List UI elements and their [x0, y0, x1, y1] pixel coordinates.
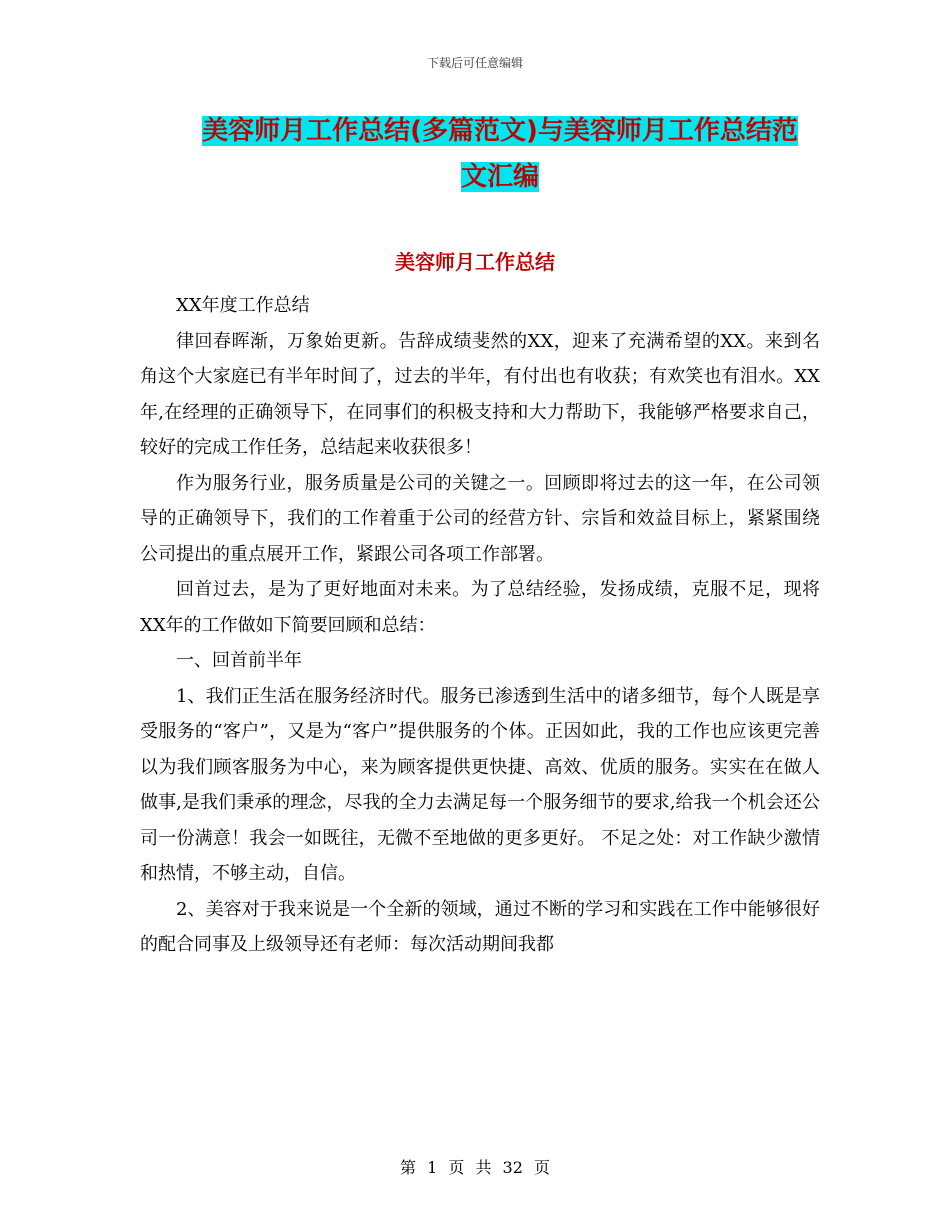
paragraph: 一、回首前半年	[176, 650, 302, 671]
section-title: 美容师月工作总结	[395, 250, 555, 274]
paragraph: 作为服务行业，服务质量是公司的关键之一。回顾即将过去的这一年，在公司领导的正确领导下，我们的工作着重于公司的经营方针、宗旨和效益目标上，紧紧围绕公司提出的重点展开工作，紧跟公司各项工作部署。	[140, 472, 820, 565]
paragraph: 2、美容对于我来说是一个全新的领域，通过不断的学习和实践在工作中能够很好的配合同事及上级领导还有老师：每次活动期间我都	[140, 898, 820, 955]
document-title-line-1: 美容师月工作总结(多篇范文)与美容师月工作总结范	[202, 116, 798, 146]
paragraph: 回首过去，是为了更好地面对未来。为了总结经验，发扬成绩，克服不足，现将XX年的工作做如下简要回顾和总结：	[140, 579, 820, 636]
paragraph: 1、我们正生活在服务经济时代。服务已渗透到生活中的诸多细节，每个人既是享受服务的“客户”，又是为“客户”提供服务的个体。正因如此，我的工作也应该更完善以为我们顾客服务为中心，来为顾客提供更快捷、高效、优质的服务。实实在在做人做事,是我们秉承的理念，尽我的全力去满足每一个服务细节的要求,给我一个机会还公司一份满意！我会一如既往，无微不至地做的更多更好。 不足之处：对工作缺少激情和热情，不够主动，自信。	[140, 685, 820, 884]
document-body	[140, 288, 820, 963]
header-note: 下载后可任意编辑	[426, 56, 523, 70]
page-number: 第 1 页 共 32 页	[400, 1158, 550, 1177]
document-title-line-2: 文汇编	[460, 162, 539, 192]
paragraph: XX年度工作总结	[176, 295, 310, 316]
paragraph: 律回春晖渐，万象始更新。告辞成绩斐然的XX，迎来了充满希望的XX。来到名角这个大家庭已有半年时间了，过去的半年，有付出也有收获；有欢笑也有泪水。XX年,在经理的正确领导下，在同事们的积极支持和大力帮助下，我能够严格要求自己，较好的完成工作任务，总结起来收获很多！	[140, 330, 820, 458]
document-title	[150, 108, 850, 200]
